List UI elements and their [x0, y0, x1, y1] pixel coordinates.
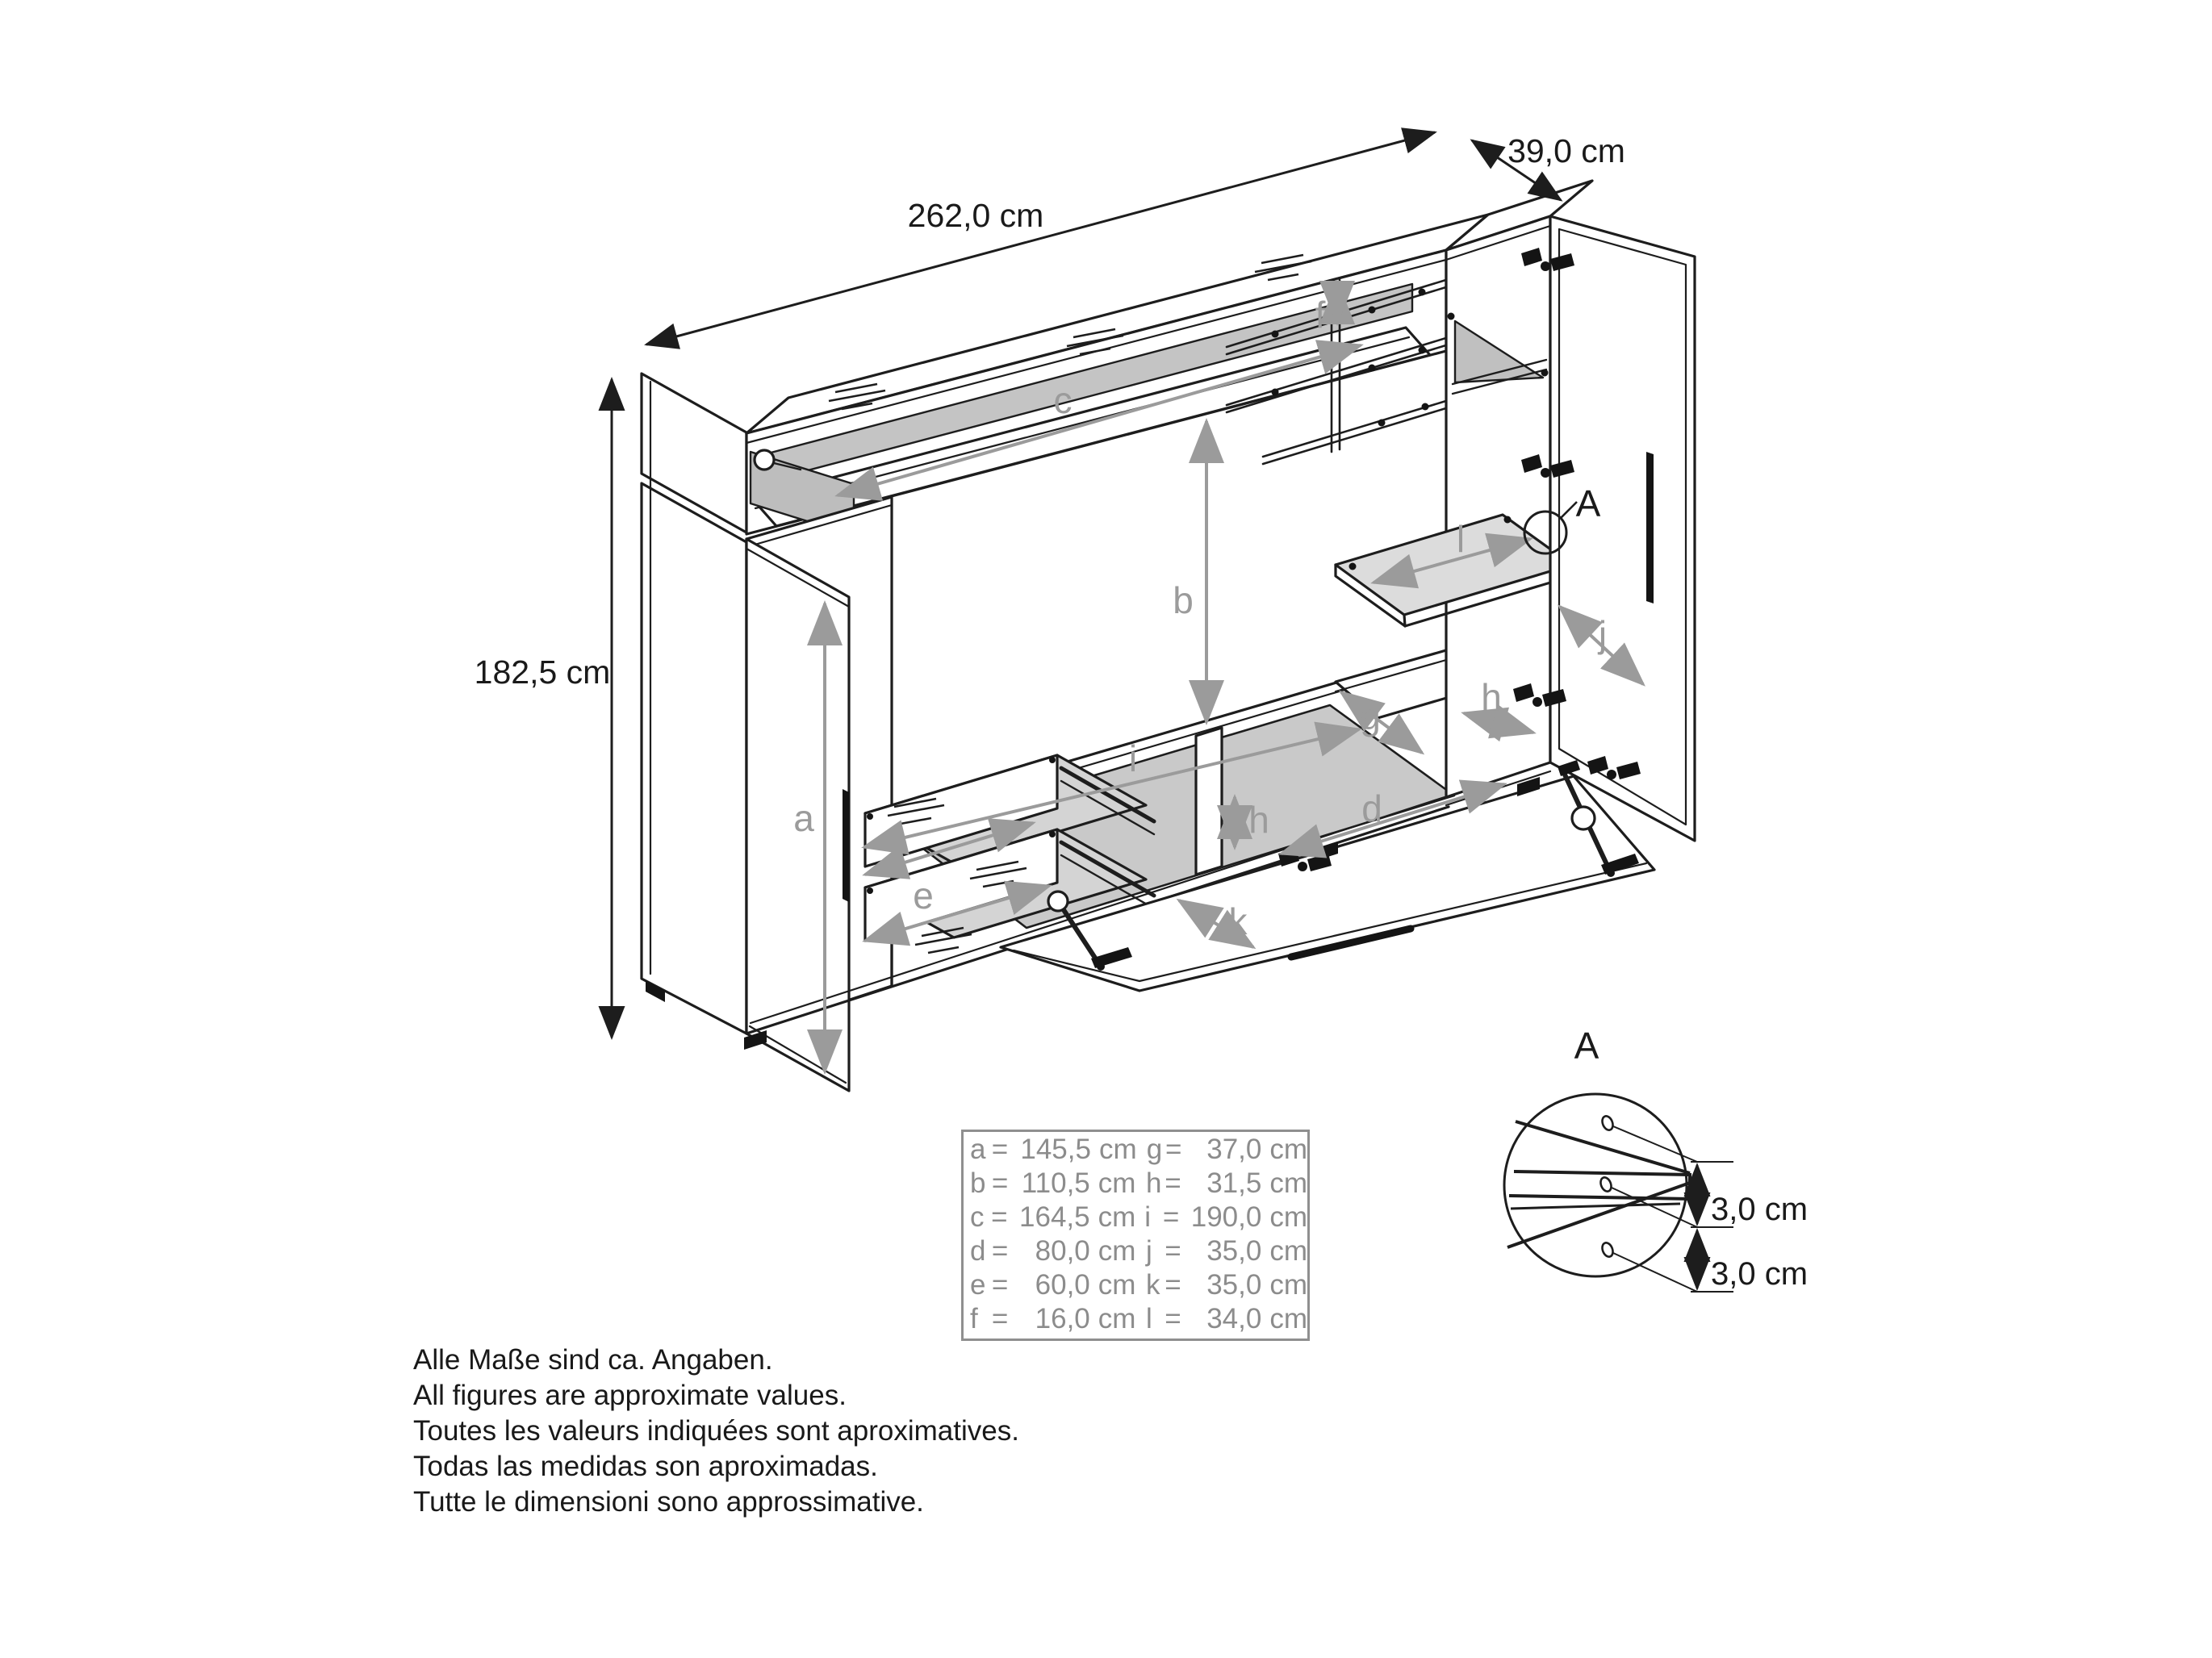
- table-key: f: [970, 1303, 978, 1334]
- label-k: k: [1228, 900, 1248, 942]
- detail-view-a: [1504, 1025, 1808, 1292]
- unit: cm: [1269, 1134, 1308, 1165]
- unit: cm: [1269, 1235, 1307, 1267]
- table-value: 110,5: [1021, 1167, 1090, 1199]
- right-door-handle: [1646, 452, 1654, 603]
- measurement-table: [961, 1130, 1310, 1341]
- table-key: j: [1145, 1235, 1152, 1267]
- unit: cm: [1098, 1303, 1136, 1334]
- table-key: d: [970, 1235, 986, 1267]
- label-e: e: [913, 875, 934, 917]
- right-open-door: [1550, 216, 1695, 841]
- table-key: e: [970, 1269, 986, 1301]
- table-value: 34,0: [1206, 1303, 1262, 1334]
- label-h-right: h: [1481, 676, 1502, 718]
- table-value: 35,0: [1206, 1269, 1262, 1301]
- table-key: c: [970, 1201, 985, 1233]
- equals-sign: =: [991, 1201, 1008, 1233]
- label-c: c: [1053, 379, 1073, 421]
- equals-sign: =: [991, 1235, 1009, 1267]
- unit: cm: [1269, 1303, 1307, 1334]
- equals-sign: =: [991, 1269, 1009, 1301]
- table-row: [970, 1133, 1307, 1167]
- unit: cm: [1098, 1201, 1136, 1233]
- table-key: l: [1145, 1303, 1152, 1334]
- label-j: j: [1598, 613, 1608, 655]
- left-cabinet: [746, 497, 892, 1091]
- detail-offset-bottom: 3,0 cm: [1711, 1256, 1808, 1292]
- table-value: 145,5: [1020, 1134, 1091, 1165]
- wall-unit-linework: [642, 181, 1695, 1091]
- label-i: i: [1128, 737, 1138, 779]
- table-key: h: [1145, 1167, 1162, 1199]
- label-l: l: [1456, 518, 1466, 560]
- unit: cm: [1269, 1269, 1307, 1301]
- unit: cm: [1098, 1167, 1136, 1199]
- table-row: [970, 1167, 1307, 1201]
- unit: cm: [1269, 1201, 1307, 1233]
- label-h-bench: h: [1248, 799, 1269, 841]
- height-dimension-text: 182,5 cm: [474, 654, 611, 691]
- equals-sign: =: [991, 1167, 1009, 1199]
- table-key: g: [1146, 1134, 1163, 1165]
- left-door-handle: [843, 789, 849, 902]
- equals-sign: =: [991, 1303, 1009, 1334]
- unit: cm: [1098, 1235, 1136, 1267]
- equals-sign: =: [1165, 1303, 1181, 1334]
- width-dimension-text: 262,0 cm: [907, 197, 1044, 234]
- unit: cm: [1269, 1167, 1307, 1199]
- top-bridge-unit: [746, 215, 1488, 536]
- table-value: 35,0: [1206, 1235, 1262, 1267]
- table-key: i: [1144, 1201, 1151, 1233]
- table-key: b: [970, 1167, 986, 1199]
- disclaimer-notes: [413, 1343, 1019, 1520]
- note-es: Todas las medidas son aproximadas.: [413, 1451, 878, 1482]
- equals-sign: =: [1162, 1201, 1180, 1233]
- detail-reference-label: A: [1575, 482, 1601, 524]
- equals-sign: =: [1165, 1235, 1181, 1267]
- equals-sign: =: [1165, 1269, 1181, 1301]
- depth-dimension-text: 39,0 cm: [1507, 132, 1625, 169]
- table-value: 80,0: [1035, 1235, 1090, 1267]
- table-row: [970, 1234, 1307, 1268]
- equals-sign: =: [991, 1134, 1009, 1165]
- equals-sign: =: [1165, 1134, 1182, 1165]
- note-it: Tutte le dimensioni sono approssimative.: [413, 1486, 924, 1518]
- table-row: [970, 1268, 1307, 1302]
- label-b: b: [1173, 579, 1194, 621]
- table-key: k: [1145, 1269, 1160, 1301]
- label-g: g: [1360, 695, 1381, 737]
- table-value: 16,0: [1035, 1303, 1090, 1334]
- table-value: 164,5: [1019, 1201, 1090, 1233]
- table-value: 37,0: [1206, 1134, 1262, 1165]
- unit: cm: [1098, 1269, 1136, 1301]
- left-side-panel: [642, 374, 746, 1034]
- table-row: [970, 1201, 1307, 1234]
- note-en: All figures are approximate values.: [413, 1380, 847, 1411]
- detail-offset-top: 3,0 cm: [1711, 1192, 1808, 1227]
- table-value: 60,0: [1035, 1269, 1090, 1301]
- table-value: 31,5: [1206, 1167, 1262, 1199]
- unit: cm: [1098, 1134, 1137, 1165]
- label-a: a: [793, 797, 814, 839]
- note-fr: Toutes les valeurs indiquées sont aproximatives.: [413, 1415, 1019, 1447]
- label-d: d: [1361, 787, 1382, 829]
- table-value: 190,0: [1190, 1201, 1262, 1233]
- table-key: a: [970, 1134, 986, 1165]
- equals-sign: =: [1165, 1167, 1181, 1199]
- table-row: [970, 1302, 1307, 1336]
- label-f: f: [1315, 294, 1326, 336]
- detail-title: A: [1574, 1025, 1599, 1067]
- note-de: Alle Maße sind ca. Angaben.: [413, 1344, 773, 1376]
